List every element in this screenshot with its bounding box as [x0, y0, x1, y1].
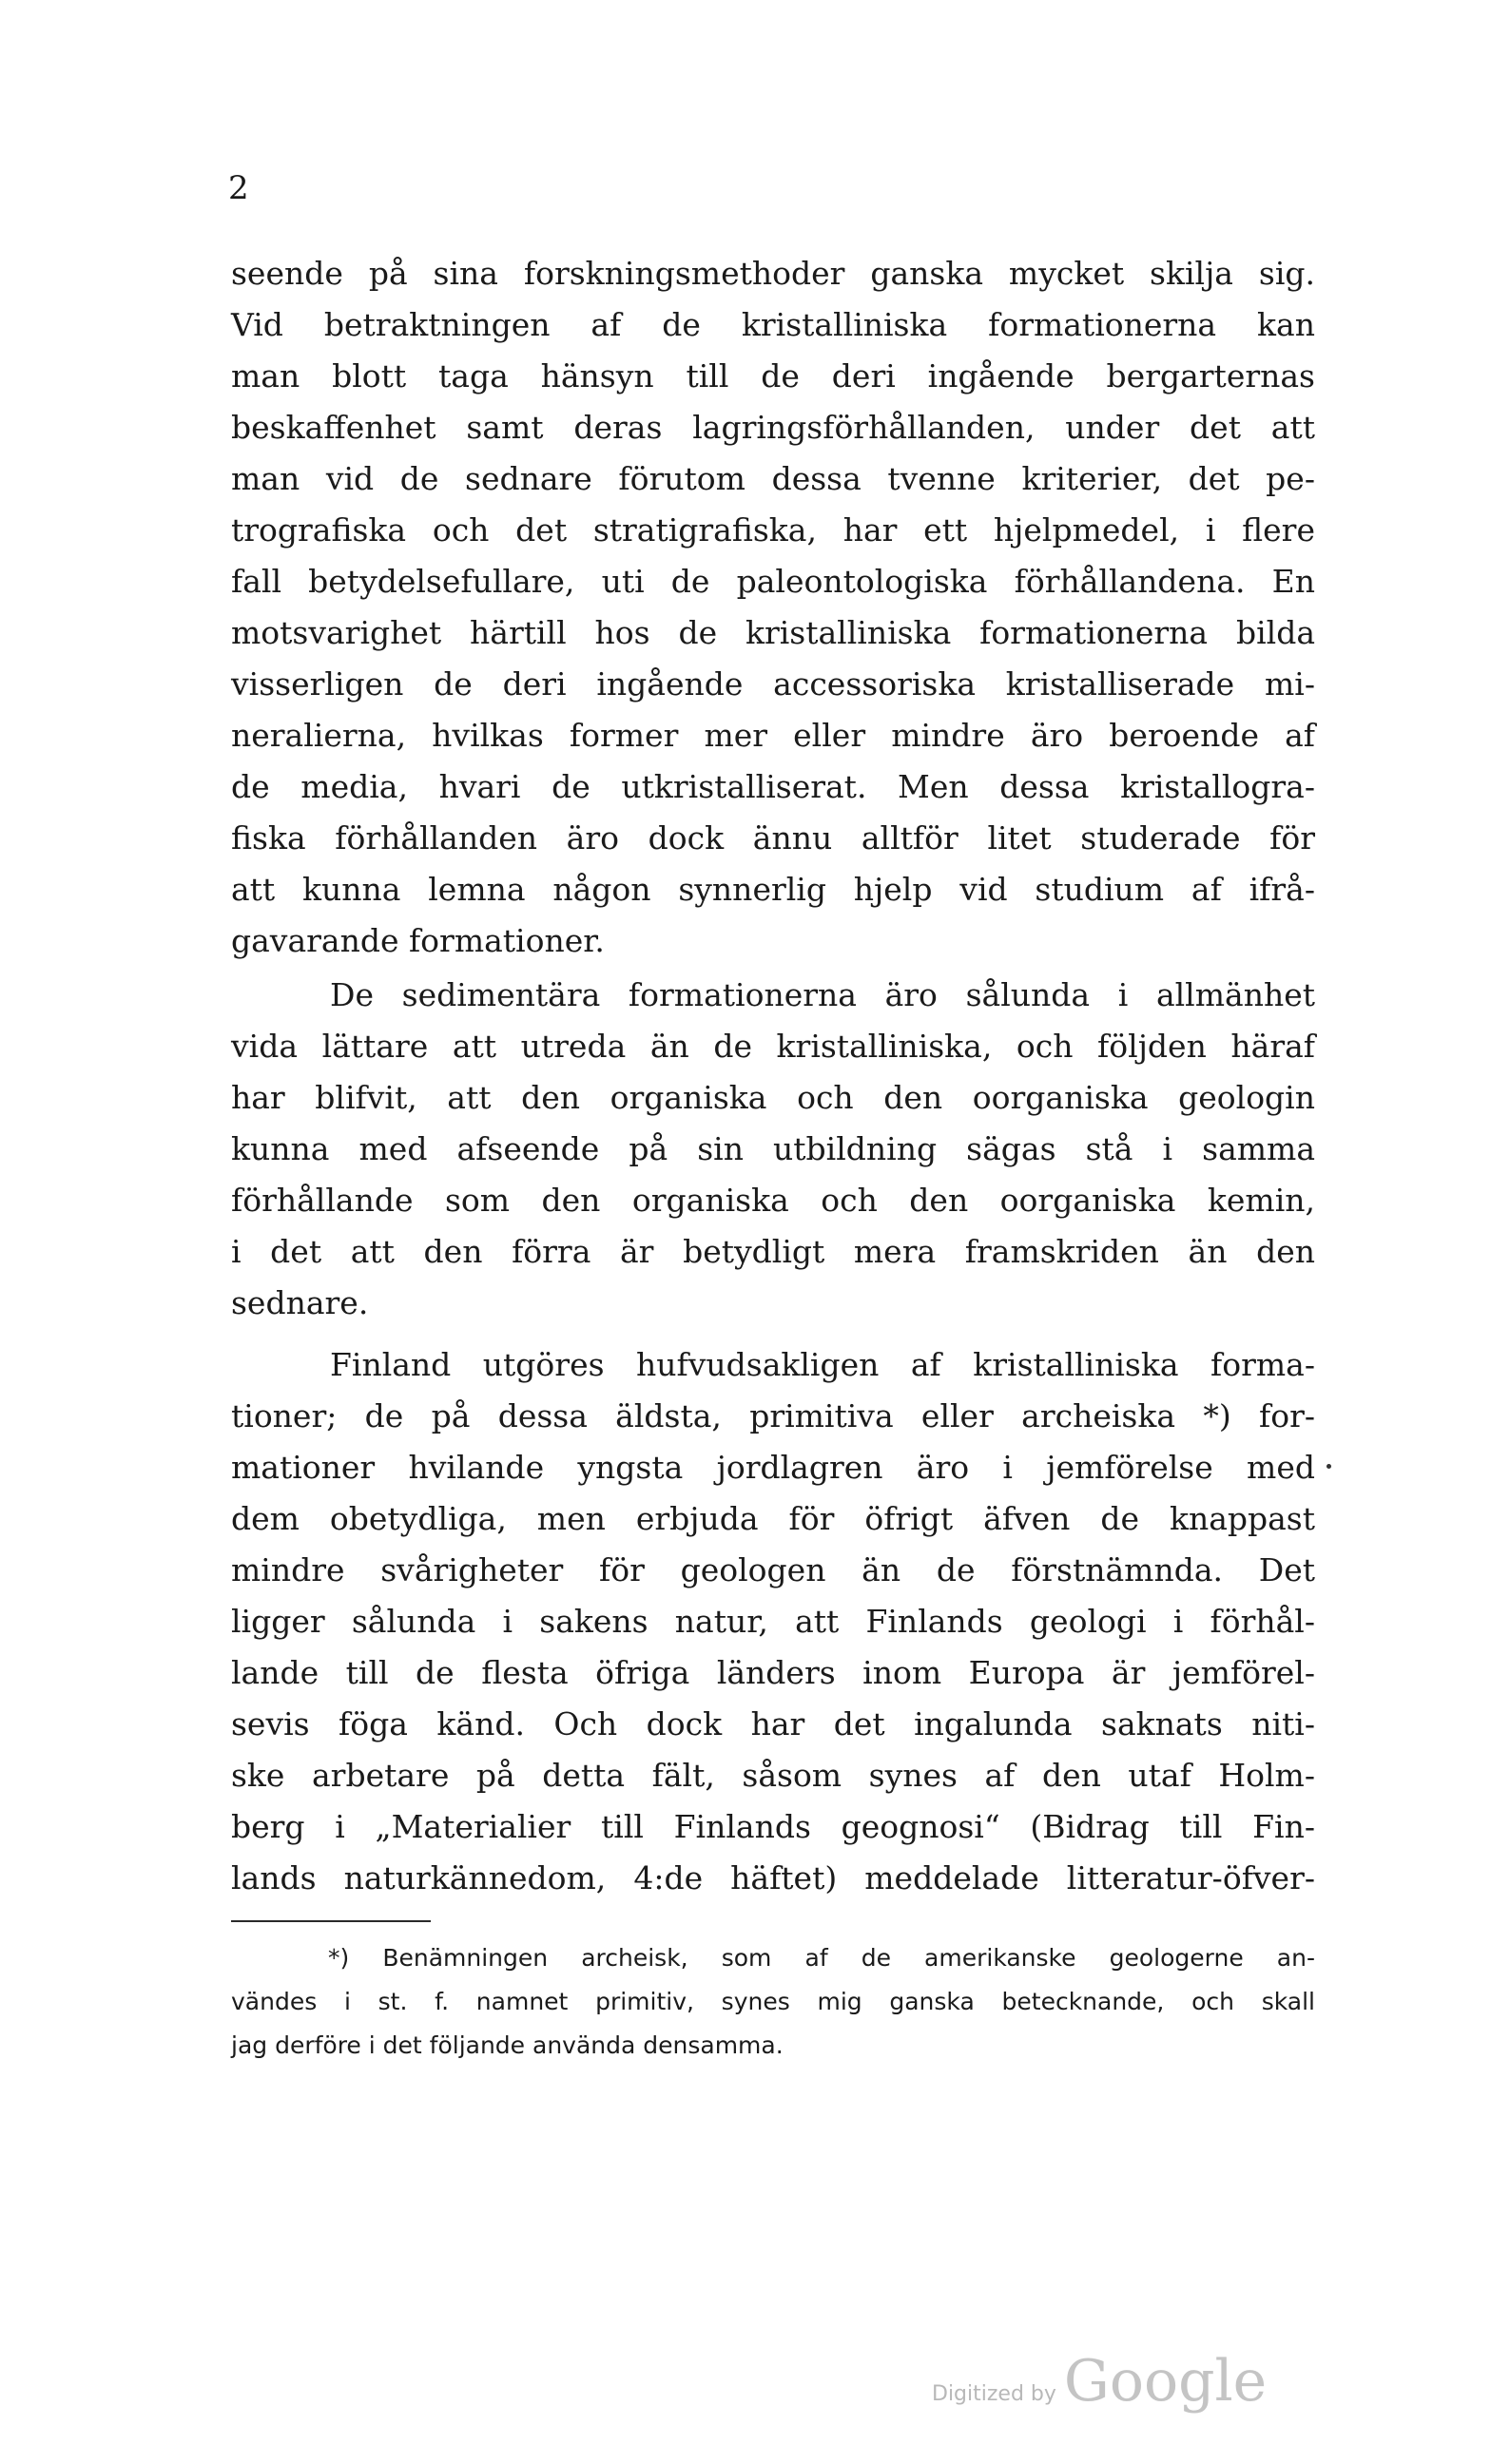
text-line: fiska förhållanden äro dock ännu alltför litet studerade för: [231, 819, 1315, 857]
text-line: sednare.: [231, 1284, 369, 1321]
text-line: neralierna, hvilkas former mer eller mindre äro beroende af: [231, 717, 1315, 754]
text-line: trografiska och det stratigrafiska, har ett hjelpmedel, i flere: [231, 511, 1315, 549]
text-line: visserligen de deri ingående accessoriska kristalliserade mi-: [231, 665, 1315, 703]
text-line: har blifvit, att den organiska och den oorganiska geologin: [231, 1079, 1315, 1116]
text-line: fall betydelsefullare, uti de paleontologiska förhållandena. En: [231, 563, 1315, 600]
footnote-line: jag derföre i det följande använda densamma.: [231, 2031, 784, 2059]
text-line: sevis föga känd. Och dock har det ingalunda saknats niti-: [231, 1705, 1315, 1742]
text-line: man vid de sednare förutom dessa tvenne kriterier, det pe-: [231, 460, 1315, 497]
text-line: ske arbetare på detta fält, såsom synes af den utaf Holm-: [231, 1757, 1315, 1794]
text-line: beskaffenhet samt deras lagringsförhållanden, under det att: [231, 409, 1315, 446]
text-line: förhållande som den organiska och den oorganiska kemin,: [231, 1182, 1315, 1219]
footnote-divider: [231, 1920, 431, 1922]
page-number: 2: [228, 169, 249, 207]
watermark-brand: Google: [1063, 2348, 1268, 2415]
footnote-line: vändes i st. f. namnet primitiv, synes mig ganska betecknande, och skall: [231, 1988, 1315, 2015]
text-line: i det att den förra är betydligt mera framskriden än den: [231, 1233, 1315, 1270]
text-line: man blott taga hänsyn till de deri ingående bergarternas: [231, 357, 1315, 395]
text-line: mindre svårigheter för geologen än de förstnämnda. Det: [231, 1551, 1315, 1588]
text-line: Vid betraktningen af de kristalliniska formationerna kan: [231, 306, 1315, 343]
text-line: gavarande formationer.: [231, 922, 605, 959]
text-line: dem obetydliga, men erbjuda för öfrigt äfven de knappast: [231, 1500, 1315, 1537]
digitized-watermark: [932, 2348, 1267, 2415]
text-line: lande till de flesta öfriga länders inom Europa är jemförel-: [231, 1654, 1315, 1691]
text-line: Finland utgöres hufvudsakligen af kristalliniska forma-: [330, 1346, 1315, 1383]
footnote-line: *) Benämningen archeisk, som af de amerikanske geologerne an-: [328, 1944, 1315, 1972]
text-line: de media, hvari de utkristalliserat. Men dessa kristallogra-: [231, 768, 1315, 805]
text-line: berg i „Materialier till Finlands geognosi“ (Bidrag till Fin-: [231, 1808, 1315, 1845]
text-line: lands naturkännedom, 4:de häftet) meddelade litteratur-öfver-: [231, 1859, 1315, 1896]
text-line: kunna med afseende på sin utbildning sägas stå i samma: [231, 1130, 1315, 1167]
text-line: seende på sina forskningsmethoder ganska mycket skilja sig.: [231, 255, 1315, 292]
watermark-prefix: Digitized by: [932, 2382, 1056, 2406]
text-line: mationer hvilande yngsta jordlagren äro i jemförelse med: [231, 1449, 1315, 1486]
text-line: tioner; de på dessa äldsta, primitiva eller archeiska *) for-: [231, 1397, 1315, 1434]
text-line: De sedimentära formationerna äro sålunda i allmänhet: [330, 976, 1315, 1013]
margin-speck: [1326, 1464, 1331, 1469]
text-line: vida lättare att utreda än de kristalliniska, och följden häraf: [231, 1028, 1315, 1065]
text-line: att kunna lemna någon synnerlig hjelp vid studium af ifrå-: [231, 871, 1315, 908]
text-line: ligger sålunda i sakens natur, att Finlands geologi i förhål-: [231, 1603, 1315, 1640]
text-line: motsvarighet härtill hos de kristalliniska formationerna bilda: [231, 614, 1315, 651]
